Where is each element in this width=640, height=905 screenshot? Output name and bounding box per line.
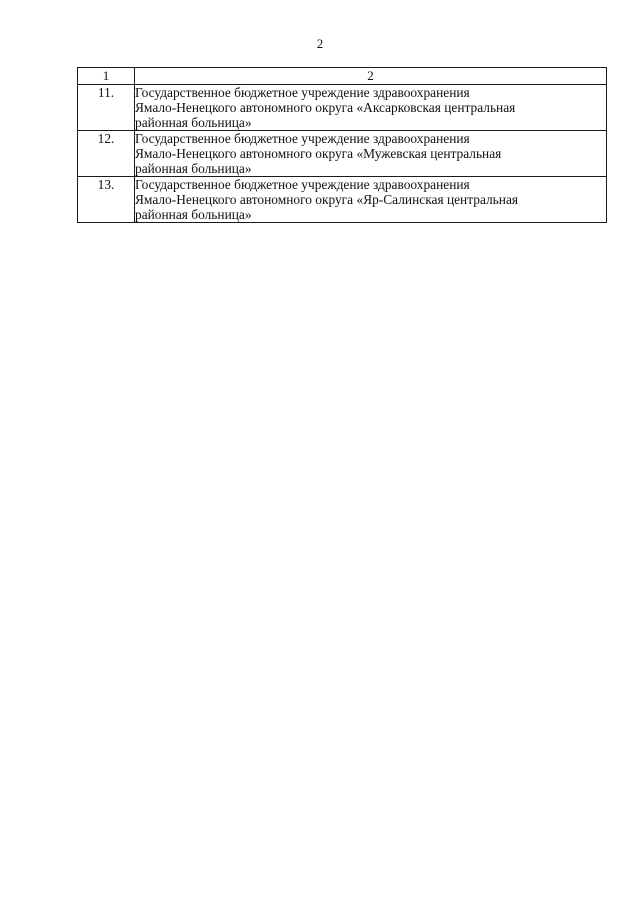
table-row <box>78 85 607 131</box>
table-row <box>78 177 607 223</box>
page-number: 2 <box>316 36 324 51</box>
row-number: 11. <box>78 85 135 131</box>
header-cell-number: 1 <box>78 68 135 85</box>
institutions-table <box>77 67 607 223</box>
row-institution-name: Государственное бюджетное учреждение здравоохранения Ямало-Ненецкого автономного округа «Мужевская центральная районная больница» <box>135 131 607 177</box>
row-number: 13. <box>78 177 135 223</box>
header-cell-name: 2 <box>135 68 607 85</box>
table-header-row <box>78 68 607 85</box>
row-institution-name: Государственное бюджетное учреждение здравоохранения Ямало-Ненецкого автономного округа «Яр-Салинская центральная районная больница» <box>135 177 607 223</box>
row-number: 12. <box>78 131 135 177</box>
row-institution-name: Государственное бюджетное учреждение здравоохранения Ямало-Ненецкого автономного округа «Аксарковская центральная районная больница» <box>135 85 607 131</box>
table-row <box>78 131 607 177</box>
